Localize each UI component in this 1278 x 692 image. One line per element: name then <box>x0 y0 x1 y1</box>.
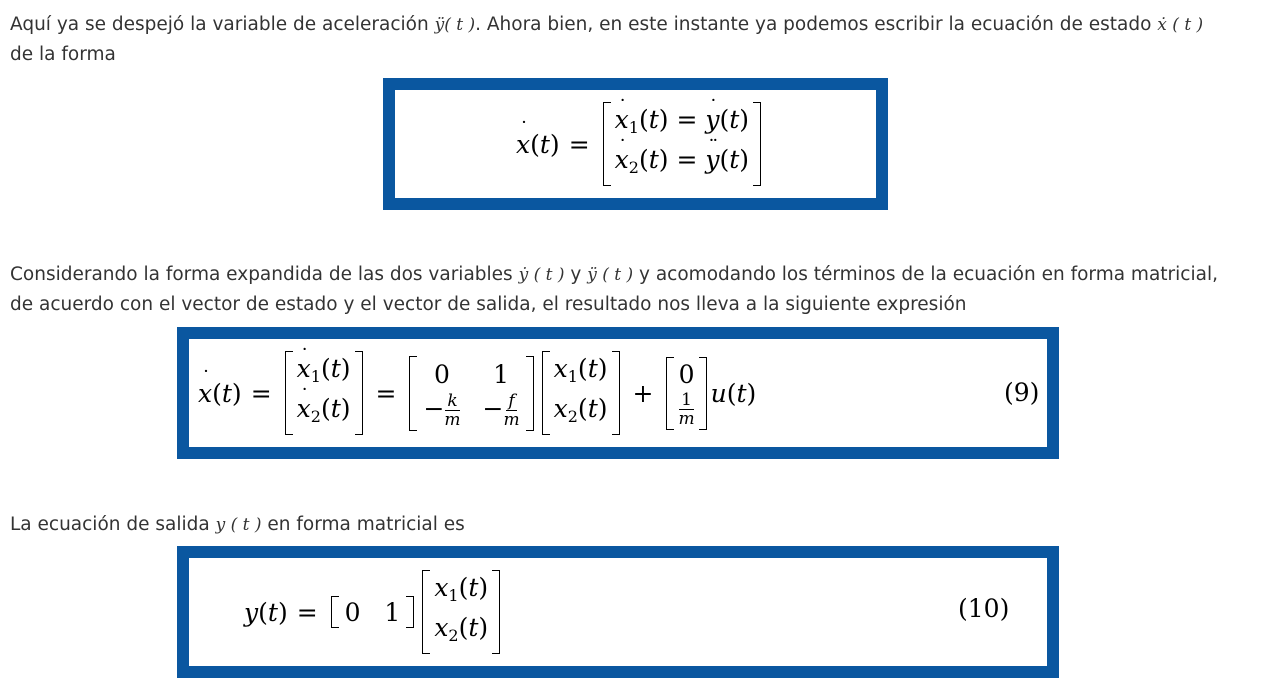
equation-9: ˙ x ( t ) = ˙ $x_1(t)$ ˙ $x_2(t)$ = 0 1 − $\frac{k}{m}$ − $\frac{f}{m}$ $x_1(t)$ $x_2(t)$ + 0 $\frac{1}{m}$ u ( t ) <box>198 353 756 433</box>
paragraph-2 <box>10 260 1218 320</box>
text: Considerando la forma expandida de las dos variables <box>10 264 519 285</box>
text: . Ahora bien, en este instante ya podemos escribir la ecuación de estado <box>475 14 1158 35</box>
text: de acuerdo con el vector de estado y el vector de salida, el resultado nos lleva a la siguiente expresión <box>10 294 967 315</box>
paragraph-1 <box>10 10 1203 70</box>
equation-state: ˙ x ( t ) = ˙ $x_1(t)$ = ˙ y(t) ˙ $x_2(t)$ = ¨ y(t) <box>516 104 765 184</box>
text: La ecuación de salida <box>10 514 216 535</box>
text: y <box>564 264 588 285</box>
equation-number-10: (10) <box>958 594 1010 623</box>
text: en forma matricial es <box>261 514 465 535</box>
equation-10: y ( t ) = 0 1 $x_1(t)$ $x_2(t)$ <box>244 572 504 652</box>
equation-number-9: (9) <box>1004 378 1040 407</box>
text: Aquí ya se despejó la variable de aceleración <box>10 14 435 35</box>
math-inline: ẏ ( t ) <box>518 265 565 285</box>
text: de la forma <box>10 44 116 65</box>
text: y acomodando los términos de la ecuación en forma matricial, <box>633 264 1218 285</box>
math-inline: y ( t ) <box>215 515 262 535</box>
math-inline: ÿ ( t ) <box>587 265 634 285</box>
paragraph-3 <box>10 510 465 540</box>
math-inline: ÿ( t ) <box>434 15 476 35</box>
math-inline: ẋ ( t ) <box>1157 15 1204 35</box>
